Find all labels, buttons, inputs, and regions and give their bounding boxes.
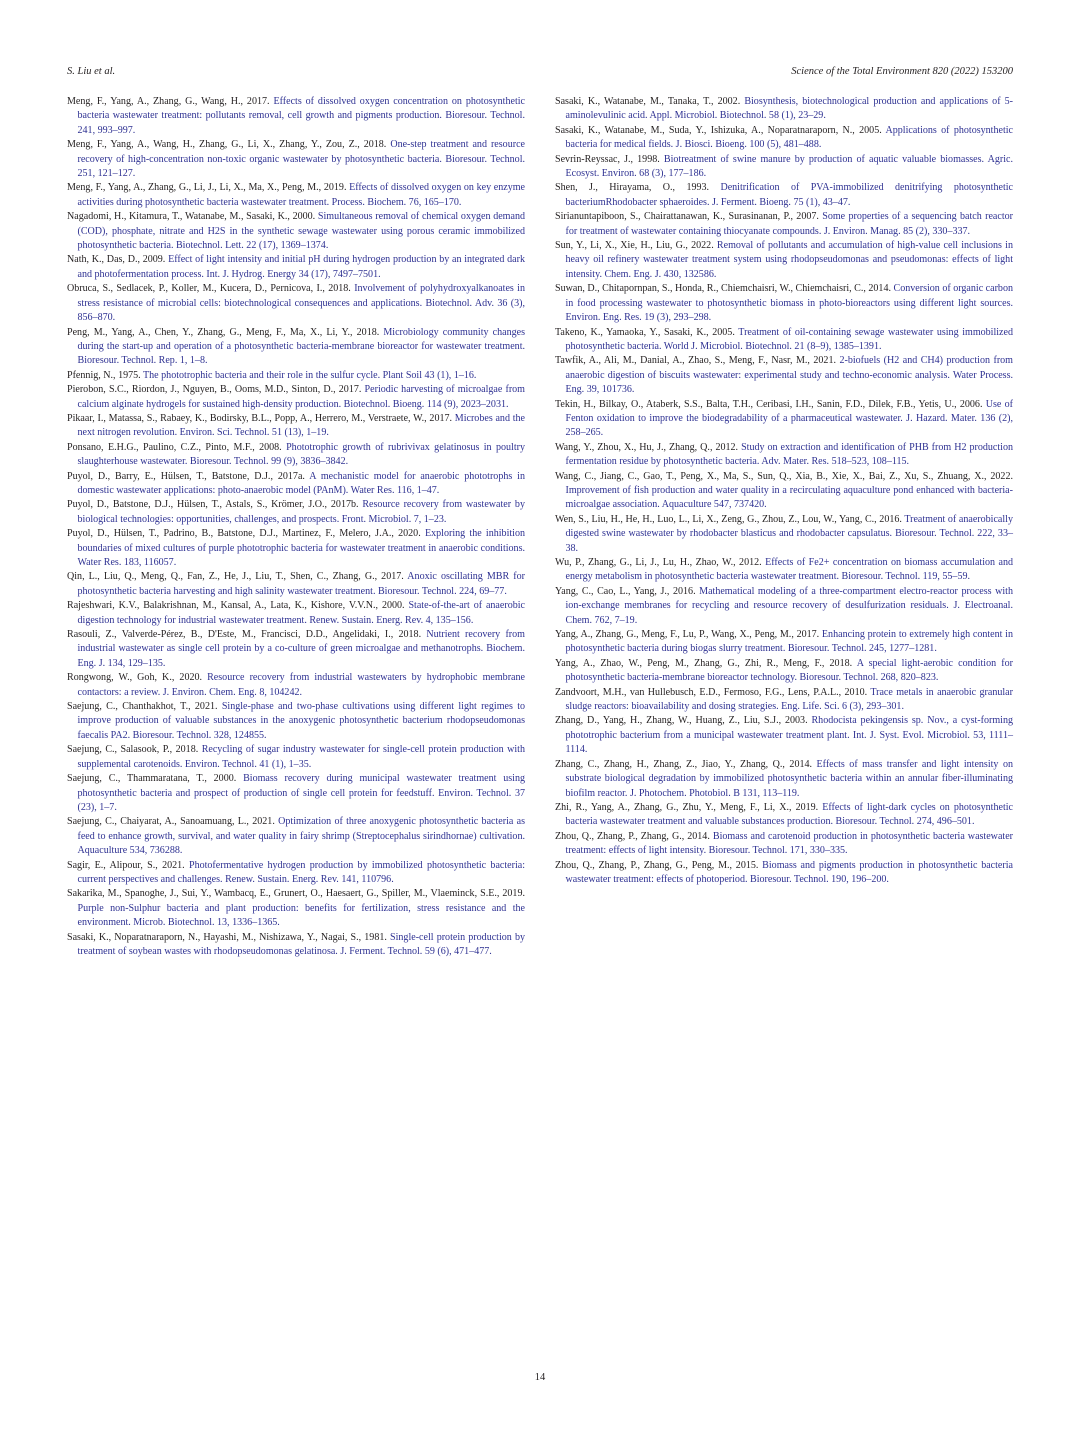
reference-entry [555,470,1013,513]
reference-link[interactable]: Exploring the inhibition boundaries of mixed cultures of purple phototrophic bacteria for wastewater treatment in anaerobic conditions. Water Res. 183, 116057. [77,528,525,568]
reference-authors: Zhang, D., Yang, H., Zhang, W., Huang, Z., Liu, S.J., 2003. [555,715,812,727]
reference-entry [555,657,1013,686]
reference-authors: Nath, K., Das, D., 2009. [67,254,169,266]
reference-authors: Wang, C., Jiang, C., Gao, T., Peng, X., Ma, S., Sun, Q., Xia, B., Xie, X., Bai, Z., Xu, S., Zhuang, X., 2022. [555,470,1013,482]
reference-link[interactable]: Microbiology community changes during the start-up and operation of a photosynthetic bacteria-membrane bioreactor for wastewater treatment. Bioresour. Technol. Rep. 1, 1–8. [77,326,525,367]
reference-link[interactable]: Single-cell protein production by treatment of soybean wastes with rhodopseudomonas gelatinosa. J. Ferment. Technol. 59 (6), 471–477. [77,931,526,957]
reference-link[interactable]: Study on extraction and identification of PHB from H2 production fermentation residue by photosynthetic bacteria. Adv. Mater. Res. 518–523, 108–115. [565,441,1014,468]
reference-entry [555,714,1013,757]
reference-link[interactable]: Effects of Fe2+ concentration on biomass accumulation and energy metabolism in photosynthetic bacteria wastewater treatment. Bioresour. Technol. 119, 55–59. [565,557,1013,583]
reference-link[interactable]: Anoxic oscillating MBR for photosynthetic bacteria harvesting and high salinity wastewater treatment. Bioresour. Technol. 224, 69–77. [77,571,525,597]
reference-authors: Nagadomi, H., Kitamura, T., Watanabe, M., Sasaki, K., 2000. [67,211,318,223]
reference-link[interactable]: Treatment of anaerobically digested swine wastewater by rhodobacter blasticus and rhodobacter capsulatus. Bioresour. Technol. 222, 33–38. [565,513,1013,554]
reference-entry [67,498,525,527]
reference-entry [67,383,525,412]
reference-entry [67,570,525,599]
reference-entry [67,859,525,888]
references-column-right [555,95,1013,887]
reference-entry [67,441,525,470]
reference-authors: Sasaki, K., Watanabe, M., Suda, Y., Ishizuka, A., Noparatnaraporn, N., 2005. [555,124,886,136]
reference-authors: Sasaki, K., Noparatnaraporn, N., Hayashi, M., Nishizawa, Y., Nagai, S., 1981. [67,931,391,943]
reference-authors: Wu, P., Zhang, G., Li, J., Lu, H., Zhao, W., 2012. [555,557,766,568]
reference-authors: Tekin, H., Bilkay, O., Ataberk, S.S., Balta, T.H., Ceribasi, I.H., Sanin, F.D., Dilek, F.B., Yetis, U., 2006. [555,398,986,410]
reference-entry [67,95,525,138]
reference-link[interactable]: Periodic harvesting of microalgae from calcium alginate hydrogels for sustained high-density production. Biotechnol. Bioeng. 114 (9), 2023–2031. [77,384,525,410]
reference-authors: Obruca, S., Sedlacek, P., Koller, M., Kucera, D., Pernicova, I., 2018. [67,283,355,295]
reference-link[interactable]: Mathematical modeling of a three-compartment electro-reactor process with ion-exchange membranes for recycling and resource recovery of desulfurization residuals. J. Electroanal. Chem. 762, 7–19. [565,585,1013,626]
reference-entry [67,326,525,369]
reference-link[interactable]: Rhodocista pekingensis sp. Nov., a cyst-forming phototrophic bacterium from a municipal wastewater treatment plant. Int. J. Syst. Evol. Microbiol. 53, 1111–1114. [565,715,1013,756]
reference-authors: Puyol, D., Barry, E., Hülsen, T., Batstone, D.J., 2017a. [67,470,310,482]
reference-authors: Zhou, Q., Zhang, P., Zhang, G., Peng, M., 2015. [555,859,763,871]
reference-link[interactable]: One-step treatment and resource recovery of high-concentration non-toxic organic wastewater by photosynthetic bacteria. Bioresour. Technol. 251, 121–127. [77,139,525,180]
reference-entry [555,239,1013,282]
reference-entry [555,801,1013,830]
reference-link[interactable]: Biotreatment of swine manure by production of aquatic valuable biomasses. Agric. Ecosyst. Environ. 68 (3), 177–186. [565,153,1013,180]
reference-authors: Zhou, Q., Zhang, P., Zhang, G., 2014. [555,830,713,842]
reference-authors: Pierobon, S.C., Riordon, J., Nguyen, B., Ooms, M.D., Sinton, D., 2017. [67,384,365,396]
reference-entry [555,758,1013,801]
reference-entry [555,282,1013,325]
reference-link[interactable]: Photofermentative hydrogen production by immobilized photosynthetic bacteria: current perspectives and challenges. Renew. Sustain. Energ. Rev. 141, 110796. [77,859,526,885]
reference-link[interactable]: Improvement of fish production and water quality in a recirculating aquaculture pond enhanced with bacteria-microalgae association. Aquaculture 547, 737420. [565,484,1013,511]
reference-authors: Puyol, D., Hülsen, T., Padrino, B., Batstone, D.J., Martinez, F., Melero, J.A., 2020. [67,528,425,540]
reference-entry [67,628,525,671]
reference-authors: Pfennig, N., 1975. [67,369,144,381]
reference-entry [67,887,525,930]
reference-entry [555,859,1013,888]
reference-authors: Saejung, C., Chaiyarat, A., Sanoamuang, L., 2021. [67,816,279,828]
reference-entry [555,210,1013,239]
reference-authors: Wang, Y., Zhou, X., Hu, J., Zhang, Q., 2012. [555,441,742,453]
reference-entry [67,412,525,441]
reference-entry [67,369,525,383]
references-column-left [67,95,525,959]
page-number: 14 [534,1372,546,1383]
reference-entry [67,599,525,628]
reference-link[interactable]: A mechanistic model for anaerobic phototrophs in domestic wastewater applications: photo-anaerobic model (PAnM). Water Res. 116, 1–47. [77,470,525,496]
reference-link[interactable]: 2-biofuels (H2 and CH4) production from anaerobic digestion of biscuits wastewater: experimental study and techno-economic analysis. Water Process. Eng. 39, 101736. [565,355,1013,396]
reference-link[interactable]: Use of Fenton oxidation to improve the biodegradability of a pharmaceutical wastewater. J. Hazard. Mater. 136 (2), 258–265. [565,398,1013,439]
reference-entry [67,700,525,743]
reference-entry [67,210,525,253]
running-head-journal: Science of the Total Environment 820 (2022) 153200 [791,66,1013,77]
reference-link[interactable]: Microbes and the next nitrogen revolution. Environ. Sci. Technol. 51 (13), 1–19. [77,412,525,439]
reference-authors: Yang, C., Cao, L., Yang, J., 2016. [555,585,700,597]
reference-entry [555,181,1013,210]
reference-authors: Meng, F., Yang, A., Zhang, G., Wang, H., 2017. [67,96,274,107]
reference-link[interactable]: Some properties of a sequencing batch reactor for treatment of wastewater containing thiocyanate compounds. J. Environ. Manag. 85 (2), 330–337. [565,211,1013,237]
running-head [67,66,1013,80]
reference-link[interactable]: Treatment of oil-containing sewage wastewater using immobilized photosynthetic bacteria. World J. Microbiol. Biotechnol. 21 (8–9), 1385–1391. [565,326,1013,352]
reference-entry [555,441,1013,470]
reference-entry [555,513,1013,556]
reference-authors: Saejung, C., Chanthakhot, T., 2021. [67,701,222,713]
reference-entry [555,95,1013,124]
reference-authors: Ponsano, E.H.G., Paulino, C.Z., Pinto, M.F., 2008. [67,441,287,453]
reference-link[interactable]: Purple non-Sulphur bacteria and plant production: benefits for fertilization, stress resistance and the environment. Microb. Biotechnol. 13, 1336–1365. [77,902,525,929]
reference-authors: Tawfik, A., Ali, M., Danial, A., Zhao, S., Meng, F., Nasr, M., 2021. [555,355,840,367]
reference-link[interactable]: Applications of photosynthetic bacteria for medical fields. J. Biosci. Bioeng. 100 (5), 481–488. [565,124,1013,151]
reference-link[interactable]: Effects of dissolved oxygen on key enzyme activities during photosynthetic bacteria wastewater treatment. Process. Biochem. 76, 165–170. [77,182,526,208]
reference-authors: Sun, Y., Li, X., Xie, H., Liu, G., 2022. [555,240,717,252]
reference-authors: Puyol, D., Batstone, D.J., Hülsen, T., Astals, S., Krömer, J.O., 2017b. [67,499,363,511]
reference-authors: Suwan, D., Chitapornpan, S., Honda, R., Chiemchaisri, W., Chiemchaisri, C., 2014. [555,283,894,295]
reference-link[interactable]: Removal of pollutants and accumulation of high-value cell inclusions in heavy oil refinery wastewater treatment system using rhodopseudomonas and pseudomonas: effects of light intensity. Chem. Eng. J. 430, 132586. [565,240,1013,280]
reference-link[interactable]: Nutrient recovery from industrial wastewater as single cell protein by a co-culture of green microalgae and methanotrophs. Biochem. Eng. J. 134, 129–135. [77,629,525,669]
reference-authors: Zhang, C., Zhang, H., Zhang, Z., Jiao, Y., Zhang, Q., 2014. [555,758,817,770]
reference-entry [555,326,1013,355]
reference-link[interactable]: Resource recovery from industrial wastewaters by hydrophobic membrane contactors: a review. J. Environ. Chem. Eng. 8, 104242. [77,672,525,698]
reference-link[interactable]: Phototrophic growth of rubrivivax gelatinosus in poultry slaughterhouse wastewater. Bioresour. Technol. 99 (9), 3836–3842. [77,441,525,468]
reference-authors: Saejung, C., Thammaratana, T., 2000. [67,773,244,785]
reference-authors: Zandvoort, M.H., van Hullebusch, E.D., Fermoso, F.G., Lens, P.A.L., 2010. [555,686,871,698]
reference-authors: Meng, F., Yang, A., Zhang, G., Li, J., Li, X., Ma, X., Peng, M., 2019. [67,182,350,194]
reference-authors: Yang, A., Zhao, W., Peng, M., Zhang, G., Zhi, R., Meng, F., 2018. [555,657,857,669]
reference-entry [555,398,1013,441]
reference-entry [67,138,525,181]
reference-link[interactable]: Effects of mass transfer and light intensity on substrate biological degradation by immobilized photosynthetic bacteria within an annular fiber-illuminating biofilm reactor. J. Photochem. Photobiol. B 131, 113–119. [565,758,1013,799]
reference-authors: Qin, L., Liu, Q., Meng, Q., Fan, Z., He, J., Liu, T., Shen, C., Zhang, G., 2017. [67,571,408,583]
reference-entry [555,354,1013,397]
reference-entry [67,931,525,960]
reference-link[interactable]: Simultaneous removal of chemical oxygen demand (COD), phosphate, nitrate and H2S in the synthetic sewage wastewater using porous ceramic immobilized photosynthetic bacteria. Biotechnol. Lett. 22 (17), 1369–1374. [77,211,526,252]
reference-link[interactable]: Involvement of polyhydroxyalkanoates in stress resistance of microbial cells: biotechnological consequences and applications. Biotechnol. Adv. 36 (3), 856–870. [77,283,525,324]
reference-authors: Sirianuntapiboon, S., Chairattanawan, K., Surasinanan, P., 2007. [555,211,823,223]
reference-authors: Rajeshwari, K.V., Balakrishnan, M., Kansal, A., Lata, K., Kishore, V.V.N., 2000. [67,600,409,612]
reference-link[interactable]: Effects of dissolved oxygen concentration on photosynthetic bacteria wastewater treatment: pollutants removal, cell growth and pigments production. Bioresour. Technol. 241, 993–997. [77,96,525,136]
reference-link[interactable]: Trace metals in anaerobic granular sludge reactors: bioavailability and dosing strategies. Eng. Life. Sci. 6 (3), 293–301. [565,686,1013,713]
reference-link[interactable]: Conversion of organic carbon in food processing wastewater to photosynthetic biomass in photo-bioreactors using different light sources. Environ. Eng. Res. 19 (3), 293–298. [565,283,1014,324]
reference-authors: Sagir, E., Alipour, S., 2021. [67,859,189,871]
reference-entry [555,556,1013,585]
reference-entry [67,253,525,282]
reference-link[interactable]: Resource recovery from wastewater by biological technologies: opportunities, challenges, and prospects. Front. Microbiol. 7, 1–23. [77,499,525,525]
reference-link[interactable]: The phototrophic bacteria and their role in the sulfur cycle. Plant Soil 43 (1), 1–16. [143,369,477,381]
reference-link[interactable]: Biomass and pigments production in photosynthetic bacteria wastewater treatment: effects of photoperiod. Bioresour. Technol. 190, 196–200. [565,859,1013,885]
reference-authors: Peng, M., Yang, A., Chen, Y., Zhang, G., Meng, F., Ma, X., Li, Y., 2018. [67,326,384,338]
reference-authors: Shen, J., Hirayama, O., 1993. [555,182,721,194]
reference-entry [555,124,1013,153]
reference-authors: Sasaki, K., Watanabe, M., Tanaka, T., 2002. [555,96,745,107]
reference-authors: Rongwong, W., Goh, K., 2020. [67,672,208,684]
reference-authors: Zhi, R., Yang, A., Zhang, G., Zhu, Y., Meng, F., Li, X., 2019. [555,801,823,813]
reference-link[interactable]: State-of-the-art of anaerobic digestion technology for industrial wastewater treatment. Renew. Sustain. Energ. Rev. 4, 135–156. [77,600,525,626]
reference-link[interactable]: Denitrification of PVA-immobilized denitrifying photosynthetic bacteriumRhodobacter sphaeroides. J. Ferment. Bioeng. 75 (1), 43–47. [565,182,1013,208]
reference-entry [67,772,525,815]
reference-link[interactable]: Effect of light intensity and initial pH during hydrogen production by an integrated dark and photofermentation process. Int. J. Hydrog. Energy 34 (17), 7497–7501. [77,254,525,280]
reference-entry [555,830,1013,859]
reference-link[interactable]: A special light-aerobic condition for photosynthetic bacteria-membrane bioreactor technology. Bioresour. Technol. 268, 820–823. [565,657,1014,684]
reference-entry [67,671,525,700]
reference-authors: Sakarika, M., Spanoghe, J., Sui, Y., Wambacq, E., Grunert, O., Haesaert, G., Spiller, M., Vlaeminck, S.E., 2019. [67,888,525,900]
reference-link[interactable]: Biomass and carotenoid production in photosynthetic bacteria wastewater treatment: effects of light intensity. Bioresour. Technol. 171, 330–335. [565,830,1013,857]
reference-entry [67,815,525,858]
reference-link[interactable]: Enhancing protein to extremely high content in photosynthetic bacteria during biogas slurry treatment. Bioresour. Technol. 245, 1277–1281. [565,629,1013,655]
reference-link[interactable]: Recycling of sugar industry wastewater for single-cell protein production with supplemental carotenoids. Environ. Technol. 41 (1), 1–35. [77,744,525,770]
reference-link[interactable]: Biosynthesis, biotechnological production and applications of 5-aminolevulinic acid. Appl. Microbiol. Biotechnol. 58 (1), 23–29. [565,96,1013,122]
reference-link[interactable]: Biomass recovery during municipal wastewater treatment using photosynthetic bacteria and prospect of production of single cell protein for feedstuff. Environ. Technol. 37 (23), 1–7. [77,773,525,813]
reference-authors: Sevrin-Reyssac, J., 1998. [555,153,664,165]
reference-entry [555,686,1013,715]
reference-entry [67,181,525,210]
reference-authors: Rasouli, Z., Valverde-Pérez, B., D'Este, M., Francisci, D.D., Angelidaki, I., 2018. [67,629,427,641]
reference-entry [67,743,525,772]
reference-authors: Takeno, K., Yamaoka, Y., Sasaki, K., 2005. [555,326,739,338]
reference-link[interactable]: Single-phase and two-phase cultivations using different light regimes to improve production of valuable substances in the anoxygenic photosynthetic bacterium rhodopseudomonas faecalis PA2. Bioresour. Technol. 328, 124855. [77,701,526,741]
reference-entry [555,628,1013,657]
running-head-authors: S. Liu et al. [67,66,116,77]
reference-entry [67,527,525,570]
reference-link[interactable]: Optimization of three anoxygenic photosynthetic bacteria as feed to enhance growth, survival, and water quality in fairy shrimp (Streptocephalus sirindhornae) cultivation. Aquaculture 534, 736288. [77,816,525,857]
reference-entry [67,470,525,499]
reference-entry [555,153,1013,182]
reference-authors: Pikaar, I., Matassa, S., Rabaey, K., Bodirsky, B.L., Popp, A., Herrero, M., Verstraete, W., 2017. [67,412,455,424]
reference-entry [555,585,1013,628]
reference-authors: Meng, F., Yang, A., Wang, H., Zhang, G., Li, X., Zhang, Y., Zou, Z., 2018. [67,139,391,151]
reference-authors: Saejung, C., Salasook, P., 2018. [67,744,202,756]
reference-authors: Yang, A., Zhang, G., Meng, F., Lu, P., Wang, X., Peng, M., 2017. [555,629,822,641]
reference-entry [67,282,525,325]
reference-link[interactable]: Effects of light-dark cycles on photosynthetic bacteria wastewater treatment and valuable substances production. Bioresour. Technol. 274, 496–501. [565,801,1013,828]
reference-authors: Wen, S., Liu, H., He, H., Luo, L., Li, X., Zeng, G., Zhou, Z., Lou, W., Yang, C., 2016. [555,513,905,525]
